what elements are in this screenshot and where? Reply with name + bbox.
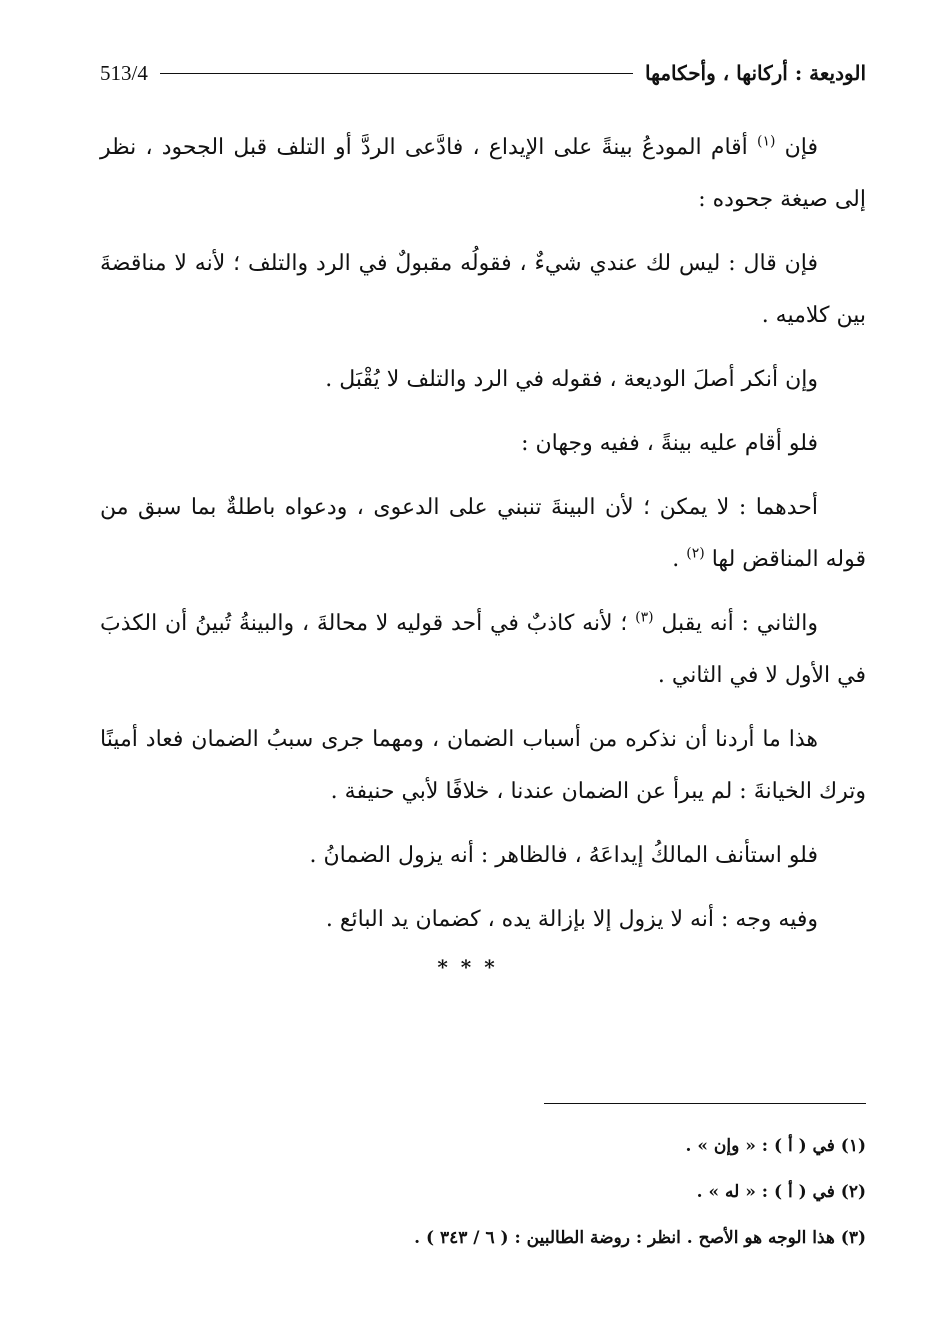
paragraph xyxy=(100,894,866,946)
footnotes xyxy=(100,1134,866,1272)
paragraph xyxy=(100,482,866,586)
footnote-1: (١) في ( أ ) : « وإن » . xyxy=(685,1136,866,1156)
header-rule xyxy=(160,73,633,74)
paragraph xyxy=(100,122,866,226)
footnote-ref: (١) xyxy=(756,133,776,150)
paragraph xyxy=(100,714,866,818)
paragraph-text: فلو استأنف المالكُ إيداعَهُ ، فالظاهر : أنه يزول الضمانُ . xyxy=(309,843,818,868)
paragraph-text: وإن أنكر أصلَ الوديعة ، فقوله في الرد والتلف لا يُقْبَل . xyxy=(325,367,818,392)
paragraph-text: وفيه وجه : أنه لا يزول إلا بإزالة يده ، كضمان يد البائع . xyxy=(325,907,818,932)
paragraph xyxy=(100,830,866,882)
section-separator: * * * xyxy=(437,955,498,979)
paragraph-text: أحدهما : لا يمكن ؛ لأن البينةَ تنبني على الدعوى ، ودعواه باطلةٌ بما سبق من قوله المناقض لها xyxy=(100,495,866,572)
paragraph xyxy=(100,418,866,470)
paragraph-text: فلو أقام عليه بينةً ، ففيه وجهان : xyxy=(521,431,818,456)
running-title: الوديعة : أركانها ، وأحكامها xyxy=(645,61,866,85)
footnote-3: (٣) هذا الوجه هو الأصح . انظر : روضة الطالبين : ( ٦ / ٣٤٣ ) . xyxy=(414,1228,866,1248)
paragraph-text: أقام المودعُ بينةً على الإيداع ، فادَّعى الردَّ أو التلف قبل الجحود ، نظر إلى صيغة جحوده : xyxy=(100,135,866,212)
paragraph xyxy=(100,598,866,702)
paragraph-text: فإن xyxy=(775,135,818,160)
paragraph-text: ؛ لأنه كاذبٌ في أحد قوليه لا محالةَ ، والبينةُ تُبينُ أن الكذبَ في الأول لا في الثاني . xyxy=(100,611,866,688)
paragraph xyxy=(100,354,866,406)
page-number: 513/4 xyxy=(100,60,148,85)
footnote-2: (٢) في ( أ ) : « له » . xyxy=(696,1182,866,1202)
footnote-ref: (٢) xyxy=(686,545,705,562)
main-text xyxy=(100,122,866,958)
paragraph-text: هذا ما أردنا أن نذكره من أسباب الضمان ، ومهما جرى سببُ الضمان فعاد أمينًا وترك الخيانةَ : لم يبرأ عن الضمان عندنا ، خلافًا لأبي حنيفة . xyxy=(100,727,866,804)
footnote-ref: (٣) xyxy=(635,609,654,626)
paragraph-text: فإن قال : ليس لك عندي شيءٌ ، فقولُه مقبولٌ في الرد والتلف ؛ لأنه لا مناقضةَ بين كلاميه . xyxy=(100,251,866,328)
paragraph xyxy=(100,238,866,342)
paragraph-text: والثاني : أنه يقبل xyxy=(653,611,818,636)
paragraph-text: . xyxy=(672,547,687,572)
page-header xyxy=(100,56,866,90)
footnote-rule xyxy=(544,1103,866,1104)
